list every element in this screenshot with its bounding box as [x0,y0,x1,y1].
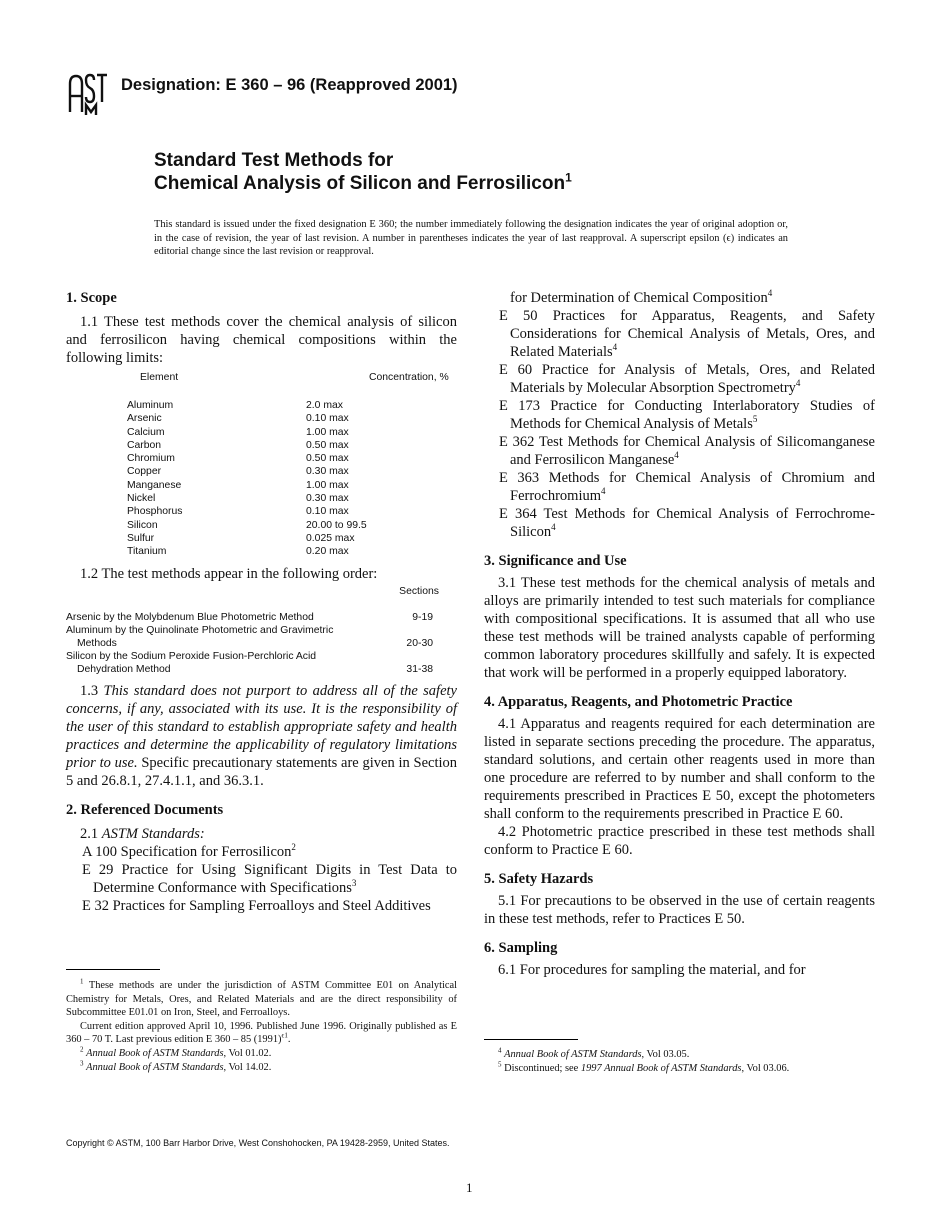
reference-e32 [66,897,457,915]
reference-e60 [484,361,875,397]
order-method: Arsenic by the Molybdenum Blue Photometric Method [66,611,314,623]
limits-value: 0.20 max [306,546,349,558]
table-row [66,452,457,465]
section-6-heading: 6. Sampling [484,940,558,956]
table-row [66,412,457,425]
astm-standards-label: ASTM Standards: [101,825,205,842]
limits-element: Nickel [127,493,156,505]
limits-value: 0.025 max [306,532,355,544]
table-row [66,479,457,492]
limits-header-element: Element [140,372,179,383]
footnote-4 [484,1048,875,1062]
astm-logo-text: ASTM [66,72,69,73]
footnote-mark: 4 [551,522,556,533]
reference-text: E 364 Test Methods for Chemical Analysis of Ferrochrome-Silicon [499,506,875,540]
section-3-heading: 3. Significance and Use [484,553,627,569]
limits-value: 1.00 max [306,479,349,491]
footnote-book: Annual Book of ASTM Standards [86,1047,224,1059]
footnote-1 [66,979,457,1020]
order-table-header: Sections [399,585,439,597]
footnote-1-text: These methods are under the jurisdiction of ASTM Committee E01 on Analytical Chemistry for Metals, Ores, and Related Materials and are the direct responsibility of Subcommittee E01.01 on Iron, Steel, and Ferroalloys. [66,980,457,1019]
limits-value: 0.50 max [306,439,349,451]
reference-text: E 60 Practice for Analysis of Metals, Ores, and Related Materials by Molecular Absorption Spectrometry [499,362,875,396]
reference-text: E 363 Methods for Chemical Analysis of Chromium and Ferrochromium [499,470,875,504]
limits-element: Arsenic [127,413,162,425]
reference-e29 [66,861,457,897]
reference-text: for Determination of Chemical Composition [510,290,768,306]
designation: Designation: E 360 – 96 (Reapproved 2001) [121,76,458,94]
order-method-cont: Methods [77,637,117,649]
order-method: Silicon by the Sodium Peroxide Fusion-Perchloric Acid [66,650,317,662]
title-line-1: Standard Test Methods for [154,150,394,171]
table-row [66,519,457,532]
reference-e362 [484,433,875,469]
paragraph-3-1: 3.1 These test methods for the chemical analysis of metals and alloys are primarily intended to test such materials for compliance with compositional specifications. It is assumed that all who use these test methods will be trained analysts capable of performing common laboratory procedures skillfully and safely. It is expected that work will be performed in a properly equipped laboratory. [484,575,875,681]
paragraph-1-2: 1.2 The test methods appear in the following order: [80,565,378,582]
limits-value: 1.00 max [306,426,349,438]
order-table [66,611,457,676]
paragraph-2-1 [66,825,457,843]
footnote-mark: 1 [80,977,84,986]
footnote-book: Annual Book of ASTM Standards [504,1049,642,1060]
reference-a100 [66,843,457,861]
footnote-2 [66,1047,457,1061]
paragraph-4-1: 4.1 Apparatus and reagents required for each determination are listed in separate sections preceding the procedure. The apparatus, standard solutions, and certain other reagents used in more than one procedure are referred to by number and shall conform to the requirements prescribed in Practices E 50, except the photometers shall conform to the requirements prescribed in Practice E 60. [484,716,875,822]
paragraph-4-2: 4.2 Photometric practice prescribed in these test methods shall conform to Practice E 60. [484,824,875,858]
reference-text: E 32 Practices for Sampling Ferroalloys and Steel Additives [82,897,431,914]
table-row [66,399,457,412]
section-4-heading: 4. Apparatus, Reagents, and Photometric Practice [484,694,793,710]
table-row [66,505,457,518]
reference-text: E 362 Test Methods for Chemical Analysis of Silicomanganese and Ferrosilicon Manganese [499,434,875,468]
footnote-mark: 4 [612,342,618,353]
reference-e364 [484,505,875,541]
reference-text: E 29 Practice for Using Significant Digits in Test Data to Determine Conformance with Specifications [82,861,457,896]
limits-element: Manganese [127,479,182,491]
limits-element: Titanium [127,546,167,558]
paragraph-1-3-rest: Specific precautionary statements are given in Section 5 and 26.8.1, 27.4.1.1, and 36.3.1. [66,754,458,789]
title-line-2-text: Chemical Analysis of Silicon and Ferrosilicon [154,173,566,194]
reference-e50 [484,307,875,361]
paragraph-1-1: 1.1 These test methods cover the chemical analysis of silicon and ferrosilicon having chemical compositions within the following limits: [66,314,457,366]
limits-table-header [66,369,457,387]
table-row [66,545,457,558]
footnote-mark: 3 [80,1059,84,1068]
section-1-heading: 1. Scope [66,290,117,306]
order-sections: 9-19 [412,611,433,623]
footnote-volume: , Vol 14.02. [223,1061,272,1073]
footnote-1b: Current edition approved April 10, 1996. Published June 1996. Originally published as E 360 – 70 T. Last previous edition E 360 – 85 $(1991)^{\epsilon 1}$. [66,1020,457,1046]
footnote-volume: , Vol 03.05. [641,1049,690,1060]
footnote-mark: 4 [767,288,773,299]
limits-element: Calcium [127,426,165,438]
footnote-5 [484,1062,875,1076]
footnote-volume: , Vol 03.06. [741,1062,790,1074]
order-sections: 20-30 [406,637,433,649]
table-row [66,492,457,505]
footnotes-left [66,979,457,1074]
reference-e173 [484,397,875,433]
footnote-mark: 5 [752,414,758,425]
footnote-3 [66,1061,457,1075]
left-column [66,289,457,915]
issuance-note: This standard is issued under the fixed designation E 360; the number immediately following the designation indicates the year of original adoption or, in the case of revision, the year of last revision. A number in parentheses indicates the year of last reapproval. A superscript epsilon (ϵ) indicates an editorial change since the last revision or reapproval. [154,219,788,257]
limits-element: Silicon [127,519,158,531]
section-5-heading: 5. Safety Hazards [484,871,594,887]
table-row [66,611,457,624]
limits-element: Phosphorus [127,506,183,518]
limits-value: 20.00 to 99.5 [306,519,367,531]
title-line-2 [154,170,572,195]
title-footnote-mark: 1 [565,170,572,185]
table-row [66,426,457,439]
paragraph-2-1-number: 2.1 [80,825,102,842]
table-row [66,650,457,676]
footnote-book: 1997 Annual Book of ASTM Standards [580,1062,742,1074]
footnote-mark: 4 [674,450,679,461]
limits-header-concentration: Concentration, % [369,372,449,383]
limits-value: 0.10 max [306,413,349,425]
page-number: 1 [466,1180,473,1195]
footnote-mark: 4 [498,1046,502,1055]
table-row [66,465,457,478]
reference-e32-cont [484,289,875,307]
limits-element: Sulfur [127,532,155,544]
limits-element: Copper [127,466,162,478]
footnote-rule-left [66,969,160,970]
limits-element: Carbon [127,439,162,451]
reference-text: E 50 Practices for Apparatus, Reagents, and Safety Considerations for Chemical Analysis of Metals, Ores, and Related Materials [499,308,875,360]
table-row [66,624,457,650]
footnote-mark: 5 [498,1060,502,1069]
limits-value: 2.0 max [306,400,343,411]
limits-element: Aluminum [127,400,174,411]
order-sections: 31-38 [406,663,433,675]
paragraph-1-3 [66,682,457,790]
footnote-1b-text: Current edition approved April 10, 1996. Published June 1996. Originally published as E 360 – 70 T. Last previous edition E 360 – 85 (1991) [66,1020,457,1046]
limits-table [66,399,457,559]
footnotes-right [484,1048,875,1075]
order-method-cont: Dehydration Method [77,663,171,675]
footnote-mark: 4 [601,486,606,497]
footnote-volume: , Vol 01.02. [223,1047,272,1059]
limits-value: 0.30 max [306,466,349,478]
epsilon-mark: ϵ1 [281,1031,288,1040]
right-column [484,289,875,979]
limits-element: Chromium [127,453,175,465]
copyright-notice: Copyright © ASTM, 100 Barr Harbor Drive, West Conshohocken, PA 19428-2959, United States. [66,1138,450,1148]
reference-e363 [484,469,875,505]
limits-value: 0.50 max [306,453,349,465]
paragraph-6-1: 6.1 For procedures for sampling the material, and for [498,962,806,978]
footnote-mark: 2 [80,1045,84,1054]
footnote-book: Annual Book of ASTM Standards [86,1061,224,1073]
reference-text: A 100 Specification for Ferrosilicon [82,843,292,860]
paragraph-5-1: 5.1 For precautions to be observed in the use of certain reagents in these test methods, refer to Practices E 50. [484,893,875,927]
reference-text: E 173 Practice for Conducting Interlaboratory Studies of Methods for Chemical Analysis of Metals [499,398,875,432]
limits-value: 0.30 max [306,493,349,505]
section-2-heading: 2. Referenced Documents [66,801,224,818]
footnote-rule-right [484,1039,578,1040]
table-row [66,532,457,545]
limits-value: 0.10 max [306,506,349,518]
table-row [66,439,457,452]
footnote-mark: 2 [291,841,296,852]
order-method: Aluminum by the Quinolinate Photometric and Gravimetric [66,624,334,636]
footnote-mark: 3 [351,877,357,888]
astm-logo [66,72,112,118]
footnote-5-prefix: Discontinued; see [504,1062,581,1074]
safety-caveat: This standard does not purport to address all of the safety concerns, if any, associated with its use. It is the responsibility of the user of this standard to establish appropriate safety and health practices and determine the applicability of regulatory limitations prior to use. [66,682,457,771]
paragraph-1-3-number: 1.3 [80,682,104,699]
footnote-mark: 4 [795,378,801,389]
